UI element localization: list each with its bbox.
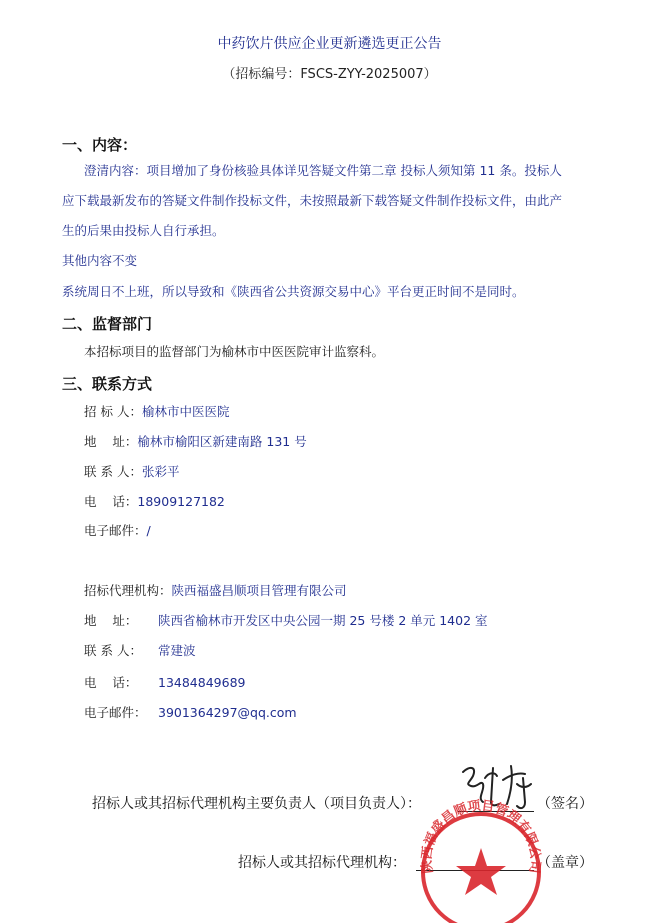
clarification-line-3: 生的后果由投标人自行承担。	[62, 223, 225, 238]
system-note-line: 系统周日不上班，所以导致和《陕西省公共资源交易中心》平台更正时间不是同时。	[62, 284, 525, 299]
buyer-name-row	[84, 404, 229, 420]
agent-address-row	[84, 613, 488, 629]
agent-contact-row	[84, 643, 196, 659]
clarification-line-1: 澄清内容：项目增加了身份核验具体详见答疑文件第二章 投标人须知第 11 条。投标人	[84, 163, 562, 178]
buyer-address-label: 地 址：	[84, 434, 138, 449]
buyer-name-label: 招 标 人：	[84, 404, 142, 419]
section-3-heading: 三、联系方式	[62, 375, 153, 393]
buyer-contact-label: 联 系 人：	[84, 464, 142, 479]
buyer-phone-value: 18909127182	[137, 494, 225, 509]
signature-person-suffix: （签名）	[537, 796, 593, 812]
other-content-line: 其他内容不变	[62, 253, 138, 268]
agent-email-label: 电子邮件：	[84, 705, 147, 720]
agent-address-value: 陕西省榆林市开发区中央公园一期 25 号楼 2 单元 1402 室	[158, 613, 488, 628]
company-seal	[412, 790, 550, 923]
clarification-line-2: 应下载最新发布的答疑文件制作投标文件，未按照最新下载答疑文件制作投标文件，由此产	[62, 193, 563, 208]
buyer-name-value: 榆林市中医医院	[141, 404, 230, 419]
buyer-email-value: /	[146, 523, 151, 538]
agent-phone-value: 13484849689	[158, 675, 246, 690]
buyer-address-row	[84, 434, 307, 450]
buyer-email-row	[84, 523, 151, 539]
buyer-contact-value: 张彩平	[141, 464, 180, 479]
agent-phone-row	[84, 675, 245, 691]
agent-name-label: 招标代理机构：	[84, 583, 172, 598]
seal-text: 陕西福盛昌顺项目管理有限公司	[419, 798, 543, 875]
buyer-phone-label: 电 话：	[84, 494, 138, 509]
agent-address-label: 地 址：	[84, 613, 138, 628]
page-title: 中药饮片供应企业更新遴选更正公告	[217, 36, 442, 52]
signature-org-label: 招标人或其招标代理机构：	[238, 855, 406, 871]
signature-person-label: 招标人或其招标代理机构主要负责人（项目负责人）：	[92, 796, 421, 812]
signature-org-row	[238, 852, 406, 872]
agent-email-value: 3901364297@qq.com	[158, 705, 297, 720]
agent-name-row	[84, 583, 347, 599]
supervision-line	[84, 344, 384, 360]
tender-number: （招标编号：FSCS-ZYY-2025007）	[222, 67, 437, 82]
supervision-text: 本招标项目的监督部门为榆林市中医医院审计监察科。	[84, 344, 385, 359]
section-1-heading: 一、内容：	[62, 136, 138, 154]
section-2-heading: 二、监督部门	[62, 315, 153, 333]
signature-org-suffix: （盖章）	[537, 855, 593, 871]
agent-contact-label: 联 系 人：	[84, 643, 142, 658]
agent-email-row	[84, 705, 297, 721]
signature-person-row	[92, 793, 421, 813]
buyer-address-value: 榆林市榆阳区新建南路 131 号	[137, 434, 307, 449]
agent-name-value: 陕西福盛昌顺项目管理有限公司	[171, 583, 347, 598]
buyer-contact-row	[84, 464, 179, 480]
buyer-email-label: 电子邮件：	[84, 523, 147, 538]
agent-phone-label: 电 话：	[84, 675, 138, 690]
buyer-phone-row	[84, 494, 225, 510]
agent-contact-value: 常建波	[158, 643, 196, 658]
